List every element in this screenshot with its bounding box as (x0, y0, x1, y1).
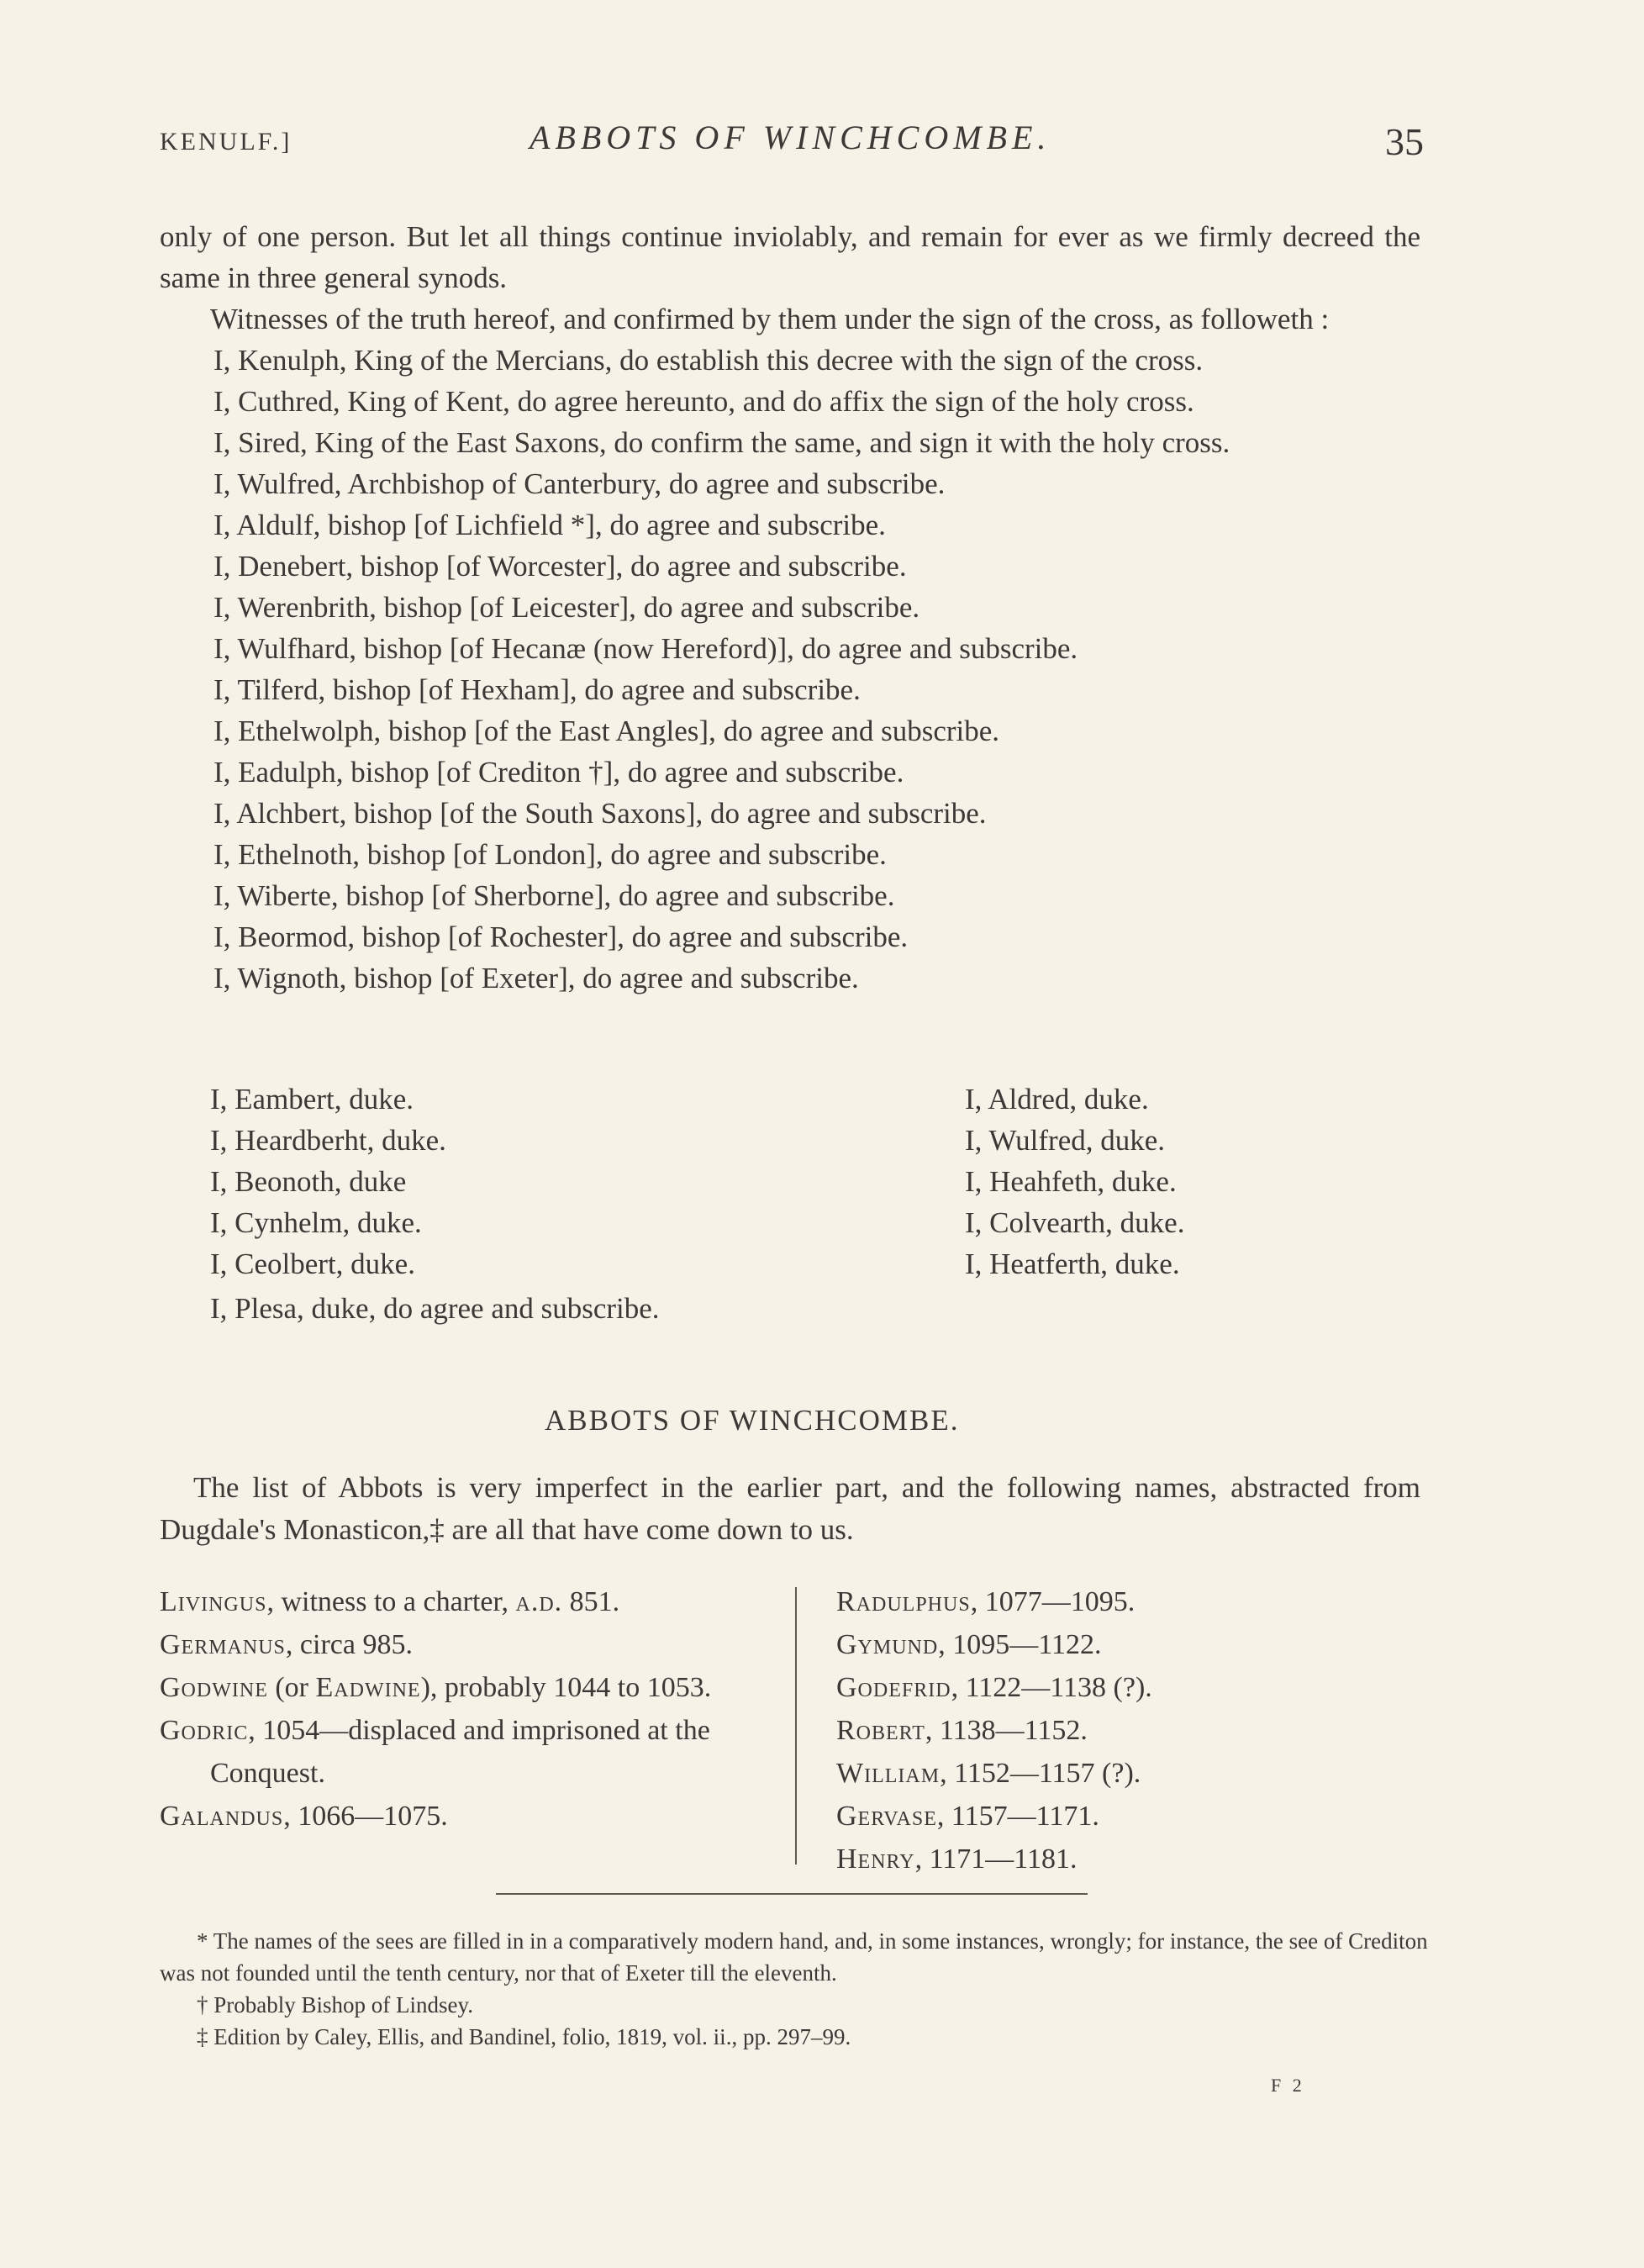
abbot-entry: Robert, 1138—1152. (836, 1715, 1088, 1746)
footnotes (160, 1925, 1429, 2053)
charter-text (160, 216, 1420, 999)
witness-line: I, Aldulf, bishop [of Lichfield *], do agree and subscribe. (213, 509, 886, 541)
witness-line: I, Wulfred, Archbishop of Canterbury, do agree and subscribe. (213, 467, 946, 500)
duke-line: I, Eambert, duke. (210, 1083, 414, 1116)
witness-line: I, Kenulph, King of the Mercians, do establish this decree with the sign of the cross. (213, 344, 1204, 377)
abbot-entry: Henry, 1171—1181. (836, 1843, 1078, 1875)
witness-line: I, Tilferd, bishop [of Hexham], do agree and subscribe. (213, 673, 861, 706)
abbot-entry: Galandus, 1066—1075. (160, 1801, 448, 1832)
witness-line: I, Wulfhard, bishop [of Hecanæ (now Hereford)], do agree and subscribe. (213, 632, 1078, 665)
abbot-entry: Germanus, circa 985. (160, 1629, 413, 1660)
duke-line: I, Heatferth, duke. (965, 1247, 1180, 1280)
duke-line: I, Aldred, duke. (965, 1083, 1149, 1116)
witness-line: I, Werenbrith, bishop [of Leicester], do agree and subscribe. (213, 591, 920, 624)
witness-line: I, Sired, King of the East Saxons, do confirm the same, and sign it with the holy cross. (213, 426, 1230, 459)
printer-signature-mark: F 2 (1271, 2075, 1305, 2096)
abbots-list-right (836, 1580, 1383, 1880)
final-witness-line: I, Plesa, duke, do agree and subscribe. (210, 1292, 660, 1325)
witness-line: I, Ethelwolph, bishop [of the East Angles], do agree and subscribe. (213, 715, 1000, 747)
witness-line: I, Wiberte, bishop [of Sherborne], do agree and subscribe. (213, 879, 895, 912)
footnote: † Probably Bishop of Lindsey. (197, 1992, 473, 2017)
witness-line: I, Ethelnoth, bishop [of London], do agree and subscribe. (213, 838, 887, 871)
duke-line: I, Ceolbert, duke. (210, 1247, 415, 1280)
abbot-entry: Gervase, 1157—1171. (836, 1801, 1099, 1832)
duke-column-left (210, 1079, 446, 1284)
witness-line: I, Cuthred, King of Kent, do agree hereunto, and do affix the sign of the holy cross. (213, 385, 1194, 418)
witness-line: I, Denebert, bishop [of Worcester], do agree and subscribe. (213, 550, 907, 583)
witness-line: I, Wignoth, bishop [of Exeter], do agree and subscribe. (213, 962, 859, 994)
running-title: ABBOTS OF WINCHCOMBE. (530, 119, 1051, 156)
running-header (160, 118, 1424, 177)
witness-line: I, Eadulph, bishop [of Crediton †], do agree and subscribe. (213, 756, 904, 789)
duke-line: I, Wulfred, duke. (965, 1124, 1166, 1157)
footnote: * The names of the sees are filled in in a comparatively modern hand, and, in some instances, wrongly; for instance, the see of Crediton was not founded until the tenth century, nor that of Exeter till the eleventh. (160, 1928, 1428, 1986)
section-intro: The list of Abbots is very imperfect in the earlier part, and the following names, abstracted from Dugdale's Monasticon,‡ are all that have come down to us. (160, 1471, 1420, 1546)
abbot-entry: Gymund, 1095—1122. (836, 1629, 1102, 1660)
column-divider (795, 1587, 797, 1865)
duke-column-right (965, 1079, 1184, 1284)
duke-line: I, Heardberht, duke. (210, 1124, 446, 1157)
duke-line: I, Heahfeth, duke. (965, 1165, 1177, 1198)
abbot-entry: Livingus, witness to a charter, a.d. 851. (160, 1586, 620, 1617)
duke-line: I, Colvearth, duke. (965, 1206, 1185, 1239)
abbot-entry: Godwine (or Eadwine), probably 1044 to 1053. (160, 1672, 712, 1703)
abbots-list-left (160, 1580, 765, 1838)
charter-paragraph: Witnesses of the truth hereof, and confirmed by them under the sign of the cross, as followeth : (210, 303, 1330, 335)
abbot-entry: William, 1152—1157 (?). (836, 1758, 1141, 1789)
duke-line: I, Beonoth, duke (210, 1165, 407, 1198)
abbot-entry: Godefrid, 1122—1138 (?). (836, 1672, 1152, 1703)
duke-line: I, Cynhelm, duke. (210, 1206, 422, 1239)
charter-paragraph: only of one person. But let all things continue inviolably, and remain for ever as we firmly decreed the same in three general synods. (160, 220, 1420, 294)
witness-line: I, Beormod, bishop [of Rochester], do agree and subscribe. (213, 920, 909, 953)
abbot-entry: Godric, 1054—displaced and imprisoned at the Conquest. (160, 1715, 710, 1789)
section-title: ABBOTS OF WINCHCOMBE. (545, 1404, 960, 1437)
footnote: ‡ Edition by Caley, Ellis, and Bandinel, folio, 1819, vol. ii., pp. 297–99. (197, 2024, 851, 2049)
footnote-rule (496, 1893, 1088, 1895)
page-number: 35 (1385, 120, 1424, 163)
abbot-entry: Radulphus, 1077—1095. (836, 1586, 1136, 1617)
witness-line: I, Alchbert, bishop [of the South Saxons], do agree and subscribe. (213, 797, 987, 830)
running-head-left: KENULF.] (160, 128, 292, 156)
